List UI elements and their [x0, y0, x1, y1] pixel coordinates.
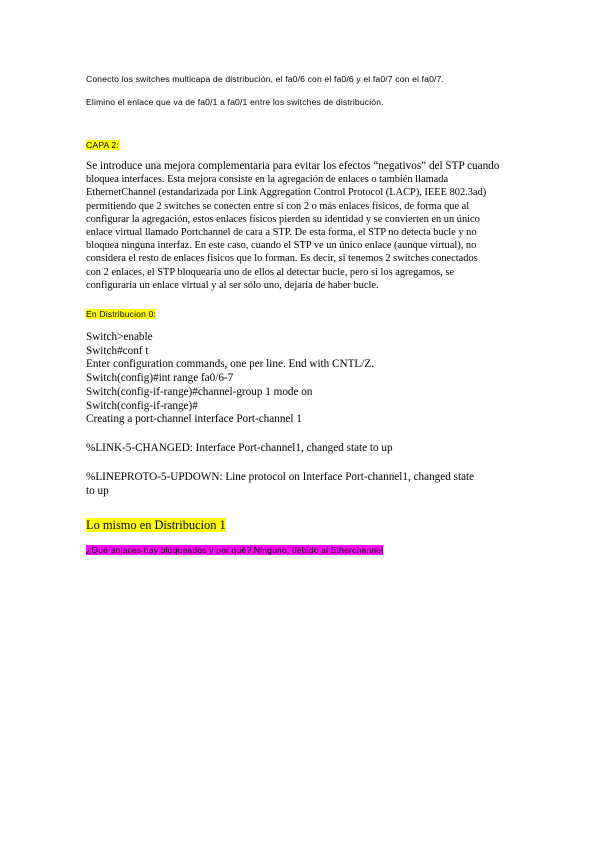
intro-line-2: Elimino el enlace que va de fa0/1 a fa0/1 entre los switches de distribución.: [86, 97, 384, 107]
lineproto-message: [86, 471, 526, 498]
cli-line: Switch>enable: [86, 331, 153, 343]
cli-line: Switch#conf t: [86, 344, 149, 357]
capa2-paragraph-line: considera el resto de enlaces físicos que lo forman. Es decir, si tenemos 2 switches conectados: [86, 253, 478, 265]
lineproto-line: to up: [86, 484, 109, 497]
capa2-paragraph-line: enlace virtual llamado Portchannel de cara a STP. De esta forma, el STP no detecta bucle y no: [86, 227, 477, 239]
question-line: [86, 546, 383, 555]
distribucion1-heading: [86, 519, 226, 531]
distribucion1-heading-text: Lo mismo en Distribucion 1: [86, 518, 226, 532]
distribucion0-heading: [86, 310, 156, 319]
capa2-paragraph-line: bloquea ninguna interfaz. En este caso, cuando el STP ve un único enlace (aunque virtual), no: [86, 240, 477, 252]
lineproto-line: %LINEPROTO-5-UPDOWN: Line protocol on Interface Port-channel1, changed state: [86, 471, 475, 483]
capa2-heading-text: CAPA 2:: [86, 140, 119, 150]
intro-line-1: Conecto los switches multicapa de distribución, el fa0/6 con el fa0/6 y el fa0/7 con el fa0/7.: [86, 74, 445, 84]
cli-line: Creating a port-channel interface Port-channel 1: [86, 413, 302, 426]
link-changed-message: [86, 442, 526, 456]
cli-line: Switch(config)#int range fa0/6-7: [86, 372, 234, 385]
cli-line: Switch(config-if-range)#channel-group 1 mode on: [86, 385, 313, 398]
capa2-paragraph-line: EthernetChannel (estandarizada por Link Aggregation Control Protocol (LACP), IEEE 802.3ad): [86, 187, 487, 199]
capa2-heading: [86, 141, 119, 150]
capa2-paragraph-line: con 2 enlaces, el STP bloquearía uno de ellos al detectar bucle, pero si los agregamos, se: [86, 266, 455, 278]
capa2-paragraph-line: Se introduce una mejora complementaria para evitar los efectos “negativos” del STP cuando: [86, 160, 500, 172]
question-text: ¿Qué enlaces hay bloqueados y por qué? Ninguno, debido al Etherchannel: [86, 545, 384, 555]
capa2-paragraph-line: permitiendo que 2 switches se conecten entre sí con 2 o más enlaces físicos, de forma que al: [86, 200, 470, 212]
capa2-paragraph-line: configuraría un enlace virtual y al ser sólo uno, dejaría de haber bucle.: [86, 279, 379, 291]
cli-line: Enter configuration commands, one per line. End with CNTL/Z.: [86, 358, 375, 371]
cli-line: Switch(config-if-range)#: [86, 399, 198, 412]
capa2-paragraph-line: configurar la agregación, estos enlaces físicos pierden su identidad y se convierten en un único: [86, 213, 480, 225]
distribucion0-heading-text: En Distribucion 0:: [86, 309, 157, 319]
cli-output: [86, 331, 526, 427]
capa2-paragraph: [86, 160, 526, 292]
link-changed-line: %LINK-5-CHANGED: Interface Port-channel1, changed state to up: [86, 442, 393, 454]
capa2-paragraph-line: bloquea interfaces. Esta mejora consiste en la agregación de enlaces o también llamada: [86, 174, 449, 186]
